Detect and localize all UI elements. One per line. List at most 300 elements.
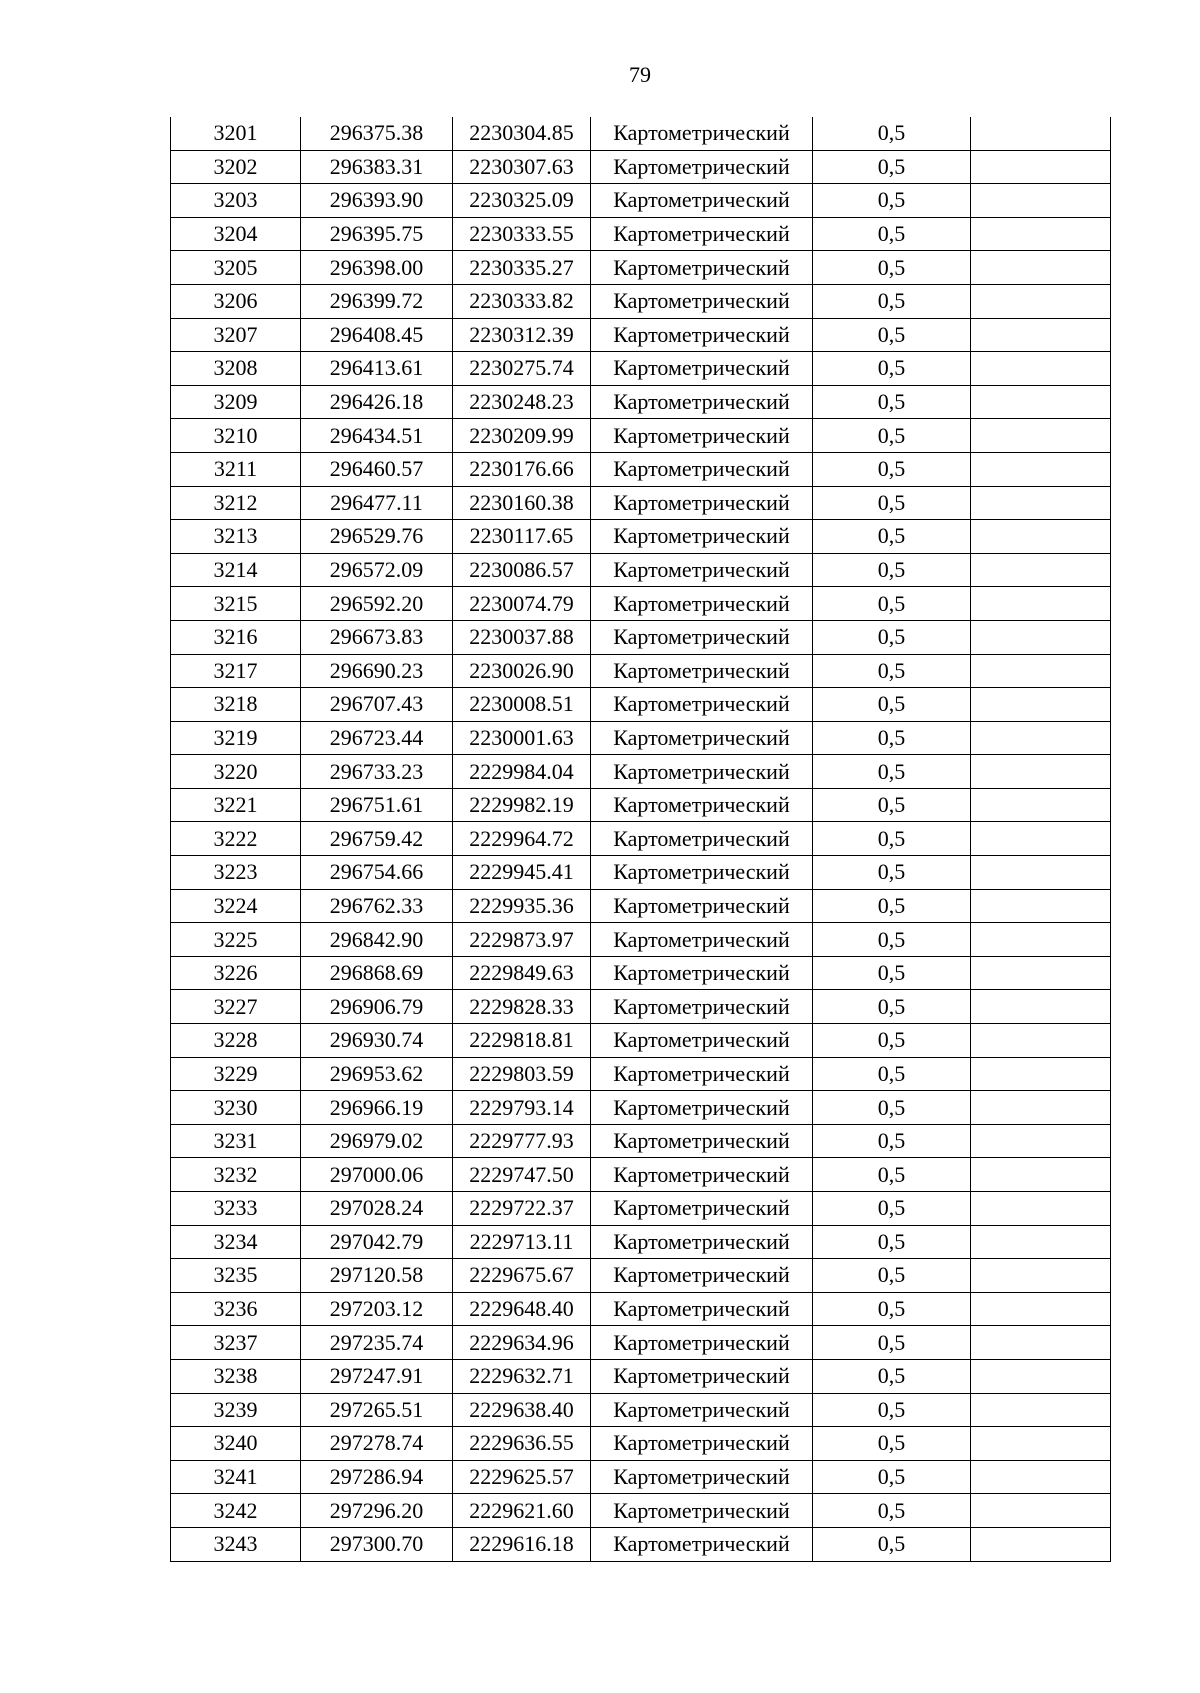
accuracy-cell: 0,5 <box>813 990 971 1024</box>
y-coordinate-cell: 2229638.40 <box>453 1393 591 1427</box>
point-number-cell: 3235 <box>171 1259 301 1293</box>
note-cell <box>971 318 1111 352</box>
table-row <box>171 1427 1111 1461</box>
x-coordinate-cell: 296906.79 <box>301 990 453 1024</box>
x-coordinate-cell: 297286.94 <box>301 1460 453 1494</box>
method-cell: Картометрический <box>591 318 813 352</box>
point-number-cell: 3221 <box>171 788 301 822</box>
table-row <box>171 284 1111 318</box>
note-cell <box>971 1024 1111 1058</box>
y-coordinate-cell: 2229982.19 <box>453 788 591 822</box>
accuracy-cell: 0,5 <box>813 352 971 386</box>
x-coordinate-cell: 297000.06 <box>301 1158 453 1192</box>
method-cell: Картометрический <box>591 956 813 990</box>
x-coordinate-cell: 296842.90 <box>301 923 453 957</box>
table-row <box>171 755 1111 789</box>
method-cell: Картометрический <box>591 1158 813 1192</box>
note-cell <box>971 1292 1111 1326</box>
method-cell: Картометрический <box>591 1393 813 1427</box>
y-coordinate-cell: 2230275.74 <box>453 352 591 386</box>
y-coordinate-cell: 2229634.96 <box>453 1326 591 1360</box>
accuracy-cell: 0,5 <box>813 150 971 184</box>
note-cell <box>971 1057 1111 1091</box>
table-row <box>171 1494 1111 1528</box>
table-row <box>171 620 1111 654</box>
note-cell <box>971 620 1111 654</box>
table-row <box>171 520 1111 554</box>
coordinates-table <box>170 117 1111 1562</box>
table-row <box>171 1292 1111 1326</box>
accuracy-cell: 0,5 <box>813 318 971 352</box>
note-cell <box>971 284 1111 318</box>
y-coordinate-cell: 2229945.41 <box>453 856 591 890</box>
page-number: 79 <box>629 62 651 87</box>
note-cell <box>971 654 1111 688</box>
y-coordinate-cell: 2229828.33 <box>453 990 591 1024</box>
x-coordinate-cell: 296399.72 <box>301 284 453 318</box>
note-cell <box>971 721 1111 755</box>
method-cell: Картометрический <box>591 755 813 789</box>
x-coordinate-cell: 296953.62 <box>301 1057 453 1091</box>
method-cell: Картометрический <box>591 553 813 587</box>
table-row <box>171 688 1111 722</box>
table-row <box>171 856 1111 890</box>
x-coordinate-cell: 296966.19 <box>301 1091 453 1125</box>
point-number-cell: 3217 <box>171 654 301 688</box>
point-number-cell: 3230 <box>171 1091 301 1125</box>
x-coordinate-cell: 296413.61 <box>301 352 453 386</box>
note-cell <box>971 419 1111 453</box>
table-row <box>171 1527 1111 1561</box>
y-coordinate-cell: 2229636.55 <box>453 1427 591 1461</box>
x-coordinate-cell: 297203.12 <box>301 1292 453 1326</box>
accuracy-cell: 0,5 <box>813 1057 971 1091</box>
point-number-cell: 3231 <box>171 1124 301 1158</box>
y-coordinate-cell: 2229625.57 <box>453 1460 591 1494</box>
method-cell: Картометрический <box>591 1460 813 1494</box>
accuracy-cell: 0,5 <box>813 923 971 957</box>
note-cell <box>971 1158 1111 1192</box>
accuracy-cell: 0,5 <box>813 1259 971 1293</box>
point-number-cell: 3207 <box>171 318 301 352</box>
note-cell <box>971 553 1111 587</box>
accuracy-cell: 0,5 <box>813 117 971 150</box>
point-number-cell: 3214 <box>171 553 301 587</box>
x-coordinate-cell: 296930.74 <box>301 1024 453 1058</box>
y-coordinate-cell: 2230304.85 <box>453 117 591 150</box>
point-number-cell: 3227 <box>171 990 301 1024</box>
point-number-cell: 3243 <box>171 1527 301 1561</box>
accuracy-cell: 0,5 <box>813 217 971 251</box>
table-row <box>171 822 1111 856</box>
method-cell: Картометрический <box>591 352 813 386</box>
note-cell <box>971 1494 1111 1528</box>
x-coordinate-cell: 297300.70 <box>301 1527 453 1561</box>
method-cell: Картометрический <box>591 117 813 150</box>
x-coordinate-cell: 297296.20 <box>301 1494 453 1528</box>
accuracy-cell: 0,5 <box>813 419 971 453</box>
method-cell: Картометрический <box>591 889 813 923</box>
x-coordinate-cell: 296733.23 <box>301 755 453 789</box>
table-row <box>171 1192 1111 1226</box>
note-cell <box>971 990 1111 1024</box>
accuracy-cell: 0,5 <box>813 385 971 419</box>
accuracy-cell: 0,5 <box>813 452 971 486</box>
method-cell: Картометрический <box>591 385 813 419</box>
point-number-cell: 3242 <box>171 1494 301 1528</box>
table-row <box>171 385 1111 419</box>
y-coordinate-cell: 2229964.72 <box>453 822 591 856</box>
accuracy-cell: 0,5 <box>813 1192 971 1226</box>
method-cell: Картометрический <box>591 1359 813 1393</box>
table-row <box>171 1057 1111 1091</box>
method-cell: Картометрический <box>591 587 813 621</box>
accuracy-cell: 0,5 <box>813 1225 971 1259</box>
y-coordinate-cell: 2230117.65 <box>453 520 591 554</box>
y-coordinate-cell: 2229713.11 <box>453 1225 591 1259</box>
accuracy-cell: 0,5 <box>813 251 971 285</box>
note-cell <box>971 1326 1111 1360</box>
y-coordinate-cell: 2229722.37 <box>453 1192 591 1226</box>
method-cell: Картометрический <box>591 1091 813 1125</box>
method-cell: Картометрический <box>591 150 813 184</box>
y-coordinate-cell: 2230333.82 <box>453 284 591 318</box>
coordinates-table-body <box>171 117 1111 1561</box>
x-coordinate-cell: 296460.57 <box>301 452 453 486</box>
y-coordinate-cell: 2229984.04 <box>453 755 591 789</box>
y-coordinate-cell: 2229818.81 <box>453 1024 591 1058</box>
accuracy-cell: 0,5 <box>813 587 971 621</box>
table-row <box>171 217 1111 251</box>
point-number-cell: 3228 <box>171 1024 301 1058</box>
point-number-cell: 3233 <box>171 1192 301 1226</box>
table-row <box>171 150 1111 184</box>
point-number-cell: 3223 <box>171 856 301 890</box>
y-coordinate-cell: 2229616.18 <box>453 1527 591 1561</box>
note-cell <box>971 251 1111 285</box>
table-row <box>171 1024 1111 1058</box>
method-cell: Картометрический <box>591 1225 813 1259</box>
table-row <box>171 1091 1111 1125</box>
x-coordinate-cell: 296477.11 <box>301 486 453 520</box>
method-cell: Картометрический <box>591 1057 813 1091</box>
point-number-cell: 3218 <box>171 688 301 722</box>
accuracy-cell: 0,5 <box>813 856 971 890</box>
note-cell <box>971 1527 1111 1561</box>
accuracy-cell: 0,5 <box>813 1393 971 1427</box>
accuracy-cell: 0,5 <box>813 1359 971 1393</box>
table-row <box>171 352 1111 386</box>
note-cell <box>971 1124 1111 1158</box>
note-cell <box>971 923 1111 957</box>
y-coordinate-cell: 2230026.90 <box>453 654 591 688</box>
x-coordinate-cell: 296375.38 <box>301 117 453 150</box>
accuracy-cell: 0,5 <box>813 1427 971 1461</box>
x-coordinate-cell: 296762.33 <box>301 889 453 923</box>
x-coordinate-cell: 296398.00 <box>301 251 453 285</box>
y-coordinate-cell: 2230037.88 <box>453 620 591 654</box>
accuracy-cell: 0,5 <box>813 184 971 218</box>
table-row <box>171 1359 1111 1393</box>
x-coordinate-cell: 296868.69 <box>301 956 453 990</box>
x-coordinate-cell: 296572.09 <box>301 553 453 587</box>
method-cell: Картометрический <box>591 822 813 856</box>
accuracy-cell: 0,5 <box>813 520 971 554</box>
accuracy-cell: 0,5 <box>813 1494 971 1528</box>
method-cell: Картометрический <box>591 1527 813 1561</box>
note-cell <box>971 1359 1111 1393</box>
method-cell: Картометрический <box>591 856 813 890</box>
y-coordinate-cell: 2230160.38 <box>453 486 591 520</box>
method-cell: Картометрический <box>591 620 813 654</box>
y-coordinate-cell: 2229632.71 <box>453 1359 591 1393</box>
note-cell <box>971 822 1111 856</box>
method-cell: Картометрический <box>591 1494 813 1528</box>
method-cell: Картометрический <box>591 1192 813 1226</box>
point-number-cell: 3237 <box>171 1326 301 1360</box>
y-coordinate-cell: 2229648.40 <box>453 1292 591 1326</box>
method-cell: Картометрический <box>591 251 813 285</box>
x-coordinate-cell: 296592.20 <box>301 587 453 621</box>
point-number-cell: 3206 <box>171 284 301 318</box>
table-row <box>171 486 1111 520</box>
x-coordinate-cell: 296979.02 <box>301 1124 453 1158</box>
y-coordinate-cell: 2230248.23 <box>453 385 591 419</box>
x-coordinate-cell: 297028.24 <box>301 1192 453 1226</box>
note-cell <box>971 587 1111 621</box>
x-coordinate-cell: 296673.83 <box>301 620 453 654</box>
method-cell: Картометрический <box>591 1326 813 1360</box>
method-cell: Картометрический <box>591 923 813 957</box>
point-number-cell: 3202 <box>171 150 301 184</box>
point-number-cell: 3209 <box>171 385 301 419</box>
note-cell <box>971 856 1111 890</box>
point-number-cell: 3225 <box>171 923 301 957</box>
note-cell <box>971 486 1111 520</box>
point-number-cell: 3201 <box>171 117 301 150</box>
y-coordinate-cell: 2229803.59 <box>453 1057 591 1091</box>
y-coordinate-cell: 2230325.09 <box>453 184 591 218</box>
point-number-cell: 3236 <box>171 1292 301 1326</box>
x-coordinate-cell: 296395.75 <box>301 217 453 251</box>
table-row <box>171 788 1111 822</box>
note-cell <box>971 452 1111 486</box>
x-coordinate-cell: 297042.79 <box>301 1225 453 1259</box>
method-cell: Картометрический <box>591 520 813 554</box>
method-cell: Картометрический <box>591 688 813 722</box>
point-number-cell: 3220 <box>171 755 301 789</box>
table-row <box>171 1460 1111 1494</box>
method-cell: Картометрический <box>591 1024 813 1058</box>
accuracy-cell: 0,5 <box>813 788 971 822</box>
note-cell <box>971 1225 1111 1259</box>
accuracy-cell: 0,5 <box>813 1326 971 1360</box>
point-number-cell: 3211 <box>171 452 301 486</box>
note-cell <box>971 755 1111 789</box>
table-row <box>171 587 1111 621</box>
accuracy-cell: 0,5 <box>813 721 971 755</box>
point-number-cell: 3204 <box>171 217 301 251</box>
accuracy-cell: 0,5 <box>813 1460 971 1494</box>
x-coordinate-cell: 296529.76 <box>301 520 453 554</box>
table-row <box>171 117 1111 150</box>
x-coordinate-cell: 296723.44 <box>301 721 453 755</box>
y-coordinate-cell: 2229935.36 <box>453 889 591 923</box>
note-cell <box>971 385 1111 419</box>
accuracy-cell: 0,5 <box>813 1091 971 1125</box>
accuracy-cell: 0,5 <box>813 553 971 587</box>
note-cell <box>971 1091 1111 1125</box>
accuracy-cell: 0,5 <box>813 889 971 923</box>
point-number-cell: 3240 <box>171 1427 301 1461</box>
note-cell <box>971 217 1111 251</box>
y-coordinate-cell: 2229747.50 <box>453 1158 591 1192</box>
x-coordinate-cell: 297265.51 <box>301 1393 453 1427</box>
note-cell <box>971 520 1111 554</box>
point-number-cell: 3234 <box>171 1225 301 1259</box>
method-cell: Картометрический <box>591 721 813 755</box>
accuracy-cell: 0,5 <box>813 688 971 722</box>
table-row <box>171 923 1111 957</box>
note-cell <box>971 688 1111 722</box>
table-row <box>171 721 1111 755</box>
table-row <box>171 452 1111 486</box>
note-cell <box>971 1192 1111 1226</box>
x-coordinate-cell: 297120.58 <box>301 1259 453 1293</box>
x-coordinate-cell: 296690.23 <box>301 654 453 688</box>
x-coordinate-cell: 296434.51 <box>301 419 453 453</box>
y-coordinate-cell: 2229793.14 <box>453 1091 591 1125</box>
point-number-cell: 3219 <box>171 721 301 755</box>
note-cell <box>971 184 1111 218</box>
accuracy-cell: 0,5 <box>813 755 971 789</box>
method-cell: Картометрический <box>591 1427 813 1461</box>
table-row <box>171 1259 1111 1293</box>
y-coordinate-cell: 2230001.63 <box>453 721 591 755</box>
table-row <box>171 318 1111 352</box>
x-coordinate-cell: 296759.42 <box>301 822 453 856</box>
note-cell <box>971 788 1111 822</box>
accuracy-cell: 0,5 <box>813 620 971 654</box>
accuracy-cell: 0,5 <box>813 1527 971 1561</box>
method-cell: Картометрический <box>591 217 813 251</box>
accuracy-cell: 0,5 <box>813 1292 971 1326</box>
accuracy-cell: 0,5 <box>813 956 971 990</box>
table-row <box>171 1158 1111 1192</box>
table-row <box>171 184 1111 218</box>
x-coordinate-cell: 296754.66 <box>301 856 453 890</box>
x-coordinate-cell: 296408.45 <box>301 318 453 352</box>
point-number-cell: 3239 <box>171 1393 301 1427</box>
y-coordinate-cell: 2230074.79 <box>453 587 591 621</box>
table-row <box>171 419 1111 453</box>
note-cell <box>971 1259 1111 1293</box>
y-coordinate-cell: 2230312.39 <box>453 318 591 352</box>
table-row <box>171 1225 1111 1259</box>
point-number-cell: 3212 <box>171 486 301 520</box>
y-coordinate-cell: 2230008.51 <box>453 688 591 722</box>
point-number-cell: 3210 <box>171 419 301 453</box>
point-number-cell: 3224 <box>171 889 301 923</box>
x-coordinate-cell: 296751.61 <box>301 788 453 822</box>
x-coordinate-cell: 296426.18 <box>301 385 453 419</box>
table-row <box>171 1326 1111 1360</box>
table-row <box>171 553 1111 587</box>
y-coordinate-cell: 2230086.57 <box>453 553 591 587</box>
method-cell: Картометрический <box>591 452 813 486</box>
point-number-cell: 3213 <box>171 520 301 554</box>
y-coordinate-cell: 2230209.99 <box>453 419 591 453</box>
accuracy-cell: 0,5 <box>813 1024 971 1058</box>
table-row <box>171 1393 1111 1427</box>
table-row <box>171 889 1111 923</box>
method-cell: Картометрический <box>591 486 813 520</box>
y-coordinate-cell: 2230335.27 <box>453 251 591 285</box>
y-coordinate-cell: 2229777.93 <box>453 1124 591 1158</box>
x-coordinate-cell: 297247.91 <box>301 1359 453 1393</box>
x-coordinate-cell: 296383.31 <box>301 150 453 184</box>
note-cell <box>971 352 1111 386</box>
point-number-cell: 3238 <box>171 1359 301 1393</box>
table-row <box>171 990 1111 1024</box>
y-coordinate-cell: 2229621.60 <box>453 1494 591 1528</box>
method-cell: Картометрический <box>591 184 813 218</box>
point-number-cell: 3205 <box>171 251 301 285</box>
y-coordinate-cell: 2229675.67 <box>453 1259 591 1293</box>
x-coordinate-cell: 296393.90 <box>301 184 453 218</box>
note-cell <box>971 150 1111 184</box>
table-row <box>171 1124 1111 1158</box>
accuracy-cell: 0,5 <box>813 1124 971 1158</box>
y-coordinate-cell: 2229873.97 <box>453 923 591 957</box>
note-cell <box>971 1427 1111 1461</box>
accuracy-cell: 0,5 <box>813 822 971 856</box>
y-coordinate-cell: 2230333.55 <box>453 217 591 251</box>
table-row <box>171 251 1111 285</box>
method-cell: Картометрический <box>591 788 813 822</box>
point-number-cell: 3203 <box>171 184 301 218</box>
method-cell: Картометрический <box>591 654 813 688</box>
y-coordinate-cell: 2230307.63 <box>453 150 591 184</box>
point-number-cell: 3229 <box>171 1057 301 1091</box>
note-cell <box>971 956 1111 990</box>
method-cell: Картометрический <box>591 1259 813 1293</box>
note-cell <box>971 889 1111 923</box>
method-cell: Картометрический <box>591 419 813 453</box>
method-cell: Картометрический <box>591 284 813 318</box>
point-number-cell: 3232 <box>171 1158 301 1192</box>
table-row <box>171 956 1111 990</box>
y-coordinate-cell: 2229849.63 <box>453 956 591 990</box>
point-number-cell: 3222 <box>171 822 301 856</box>
point-number-cell: 3226 <box>171 956 301 990</box>
x-coordinate-cell: 297235.74 <box>301 1326 453 1360</box>
accuracy-cell: 0,5 <box>813 1158 971 1192</box>
x-coordinate-cell: 297278.74 <box>301 1427 453 1461</box>
method-cell: Картометрический <box>591 1124 813 1158</box>
note-cell <box>971 1460 1111 1494</box>
point-number-cell: 3208 <box>171 352 301 386</box>
table-row <box>171 654 1111 688</box>
point-number-cell: 3216 <box>171 620 301 654</box>
accuracy-cell: 0,5 <box>813 654 971 688</box>
note-cell <box>971 1393 1111 1427</box>
method-cell: Картометрический <box>591 1292 813 1326</box>
y-coordinate-cell: 2230176.66 <box>453 452 591 486</box>
note-cell <box>971 117 1111 150</box>
accuracy-cell: 0,5 <box>813 284 971 318</box>
point-number-cell: 3215 <box>171 587 301 621</box>
